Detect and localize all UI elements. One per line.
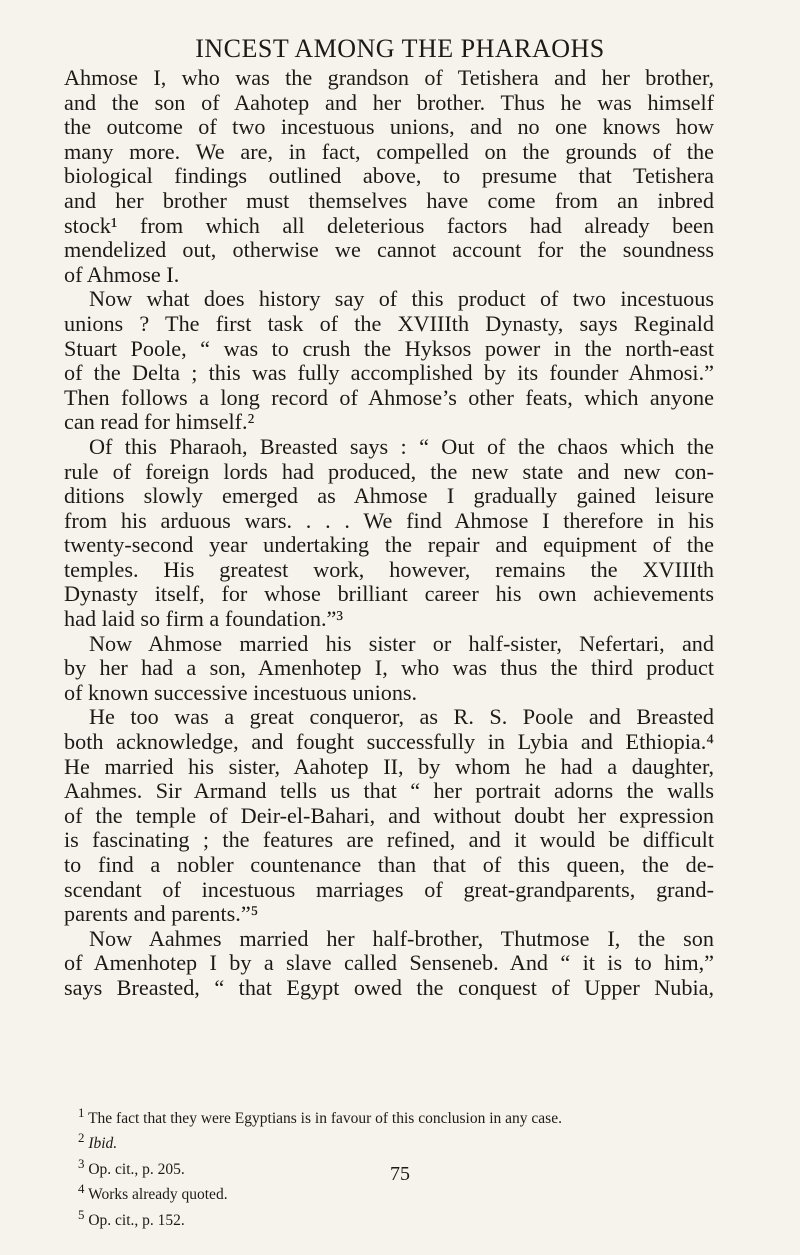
text-line: to find a nobler countenance than that of this queen, the de- bbox=[64, 852, 714, 877]
text-line: stock¹ from which all deleterious factors had already been bbox=[64, 212, 714, 238]
text-line: rule of foreign lords had produced, the new state and new con- bbox=[64, 458, 714, 484]
footnote-text: Works already quoted. bbox=[88, 1186, 228, 1204]
footnote-text: Ibid. bbox=[88, 1135, 118, 1153]
text-line: parents and parents.”⁵ bbox=[64, 901, 259, 927]
footnote bbox=[64, 1103, 714, 1128]
footnote bbox=[64, 1128, 714, 1153]
text-line: had laid so firm a foundation.”³ bbox=[64, 606, 343, 632]
footnote bbox=[64, 1205, 714, 1230]
text-line: of Amenhotep I by a slave called Senseneb. And “ it is to him,” bbox=[64, 950, 714, 976]
text-line: can read for himself.² bbox=[64, 409, 255, 435]
text-line: Now Aahmes married her half-brother, Thutmose I, the son bbox=[89, 925, 714, 951]
text-line: both acknowledge, and fought successfully in Lybia and Ethiopia.⁴ bbox=[64, 729, 714, 755]
text-line: of the Delta ; this was fully accomplished by its founder Ahmosi.” bbox=[64, 360, 714, 386]
text-line: of the temple of Deir-el-Bahari, and without doubt her expression bbox=[64, 802, 714, 828]
text-line: the outcome of two incestuous unions, and no one knows how bbox=[64, 114, 714, 140]
page-number: 75 bbox=[390, 1163, 410, 1185]
footnote-mark: 3 bbox=[78, 1155, 85, 1171]
text-line: biological findings outlined above, to presume that Tetishera bbox=[64, 163, 714, 189]
text-line: from his arduous wars. . . . We find Ahmose I therefore in his bbox=[64, 507, 714, 533]
body-text bbox=[64, 66, 714, 1001]
footnote-mark: 2 bbox=[78, 1130, 85, 1146]
text-line: many more. We are, in fact, compelled on the grounds of the bbox=[64, 138, 714, 164]
text-line: Then follows a long record of Ahmose’s other feats, which anyone bbox=[64, 384, 714, 410]
footnote-mark: 5 bbox=[78, 1206, 85, 1222]
footnote-text: Op. cit., p. 152. bbox=[88, 1211, 185, 1229]
text-line: Ahmose I, who was the grandson of Tetishera and her brother, bbox=[64, 65, 714, 90]
footnote-text: The fact that they were Egyptians is in favour of this conclusion in any case. bbox=[88, 1110, 562, 1128]
text-line: Stuart Poole, “ was to crush the Hyksos power in the north-east bbox=[64, 335, 714, 361]
footnote-text: Op. cit., p. 205. bbox=[88, 1161, 185, 1179]
text-line: Aahmes. Sir Armand tells us that “ her portrait adorns the walls bbox=[64, 778, 714, 804]
text-line: He married his sister, Aahotep II, by whom he had a daughter, bbox=[64, 753, 714, 779]
text-line: and her brother must themselves have come from an inbred bbox=[64, 187, 714, 213]
running-header: INCEST AMONG THE PHARAOHS bbox=[195, 34, 605, 63]
text-line: mendelized out, otherwise we cannot account for the soundness bbox=[64, 237, 714, 263]
text-line: twenty-second year undertaking the repair and equipment of the bbox=[64, 532, 714, 558]
text-line: scendant of incestuous marriages of great-grandparents, grand- bbox=[64, 876, 714, 902]
text-line: ditions slowly emerged as Ahmose I gradually gained leisure bbox=[64, 483, 714, 509]
text-line: unions ? The first task of the XVIIIth Dynasty, says Reginald bbox=[64, 310, 714, 336]
text-line: Dynasty itself, for whose brilliant career his own achievements bbox=[64, 581, 714, 607]
text-line: is fascinating ; the features are refined, and it would be difficult bbox=[64, 827, 714, 853]
text-line: He too was a great conqueror, as R. S. Poole and Breasted bbox=[89, 704, 714, 730]
text-line: by her had a son, Amenhotep I, who was thus the third product bbox=[64, 655, 714, 681]
text-line: Of this Pharaoh, Breasted says : “ Out of the chaos which the bbox=[89, 433, 714, 459]
text-line: and the son of Aahotep and her brother. Thus he was himself bbox=[64, 89, 714, 115]
text-line: Now Ahmose married his sister or half-sister, Nefertari, and bbox=[89, 630, 714, 656]
text-line: Now what does history say of this product of two incestuous bbox=[89, 286, 714, 312]
footnote-mark: 1 bbox=[78, 1105, 85, 1120]
text-line: says Breasted, “ that Egypt owed the conquest of Upper Nubia, bbox=[64, 974, 714, 1000]
text-line: of Ahmose I. bbox=[64, 261, 180, 287]
text-line: temples. His greatest work, however, remains the XVIIIth bbox=[64, 556, 714, 582]
text-line: of known successive incestuous unions. bbox=[64, 679, 418, 705]
footnote-mark: 4 bbox=[78, 1181, 85, 1197]
